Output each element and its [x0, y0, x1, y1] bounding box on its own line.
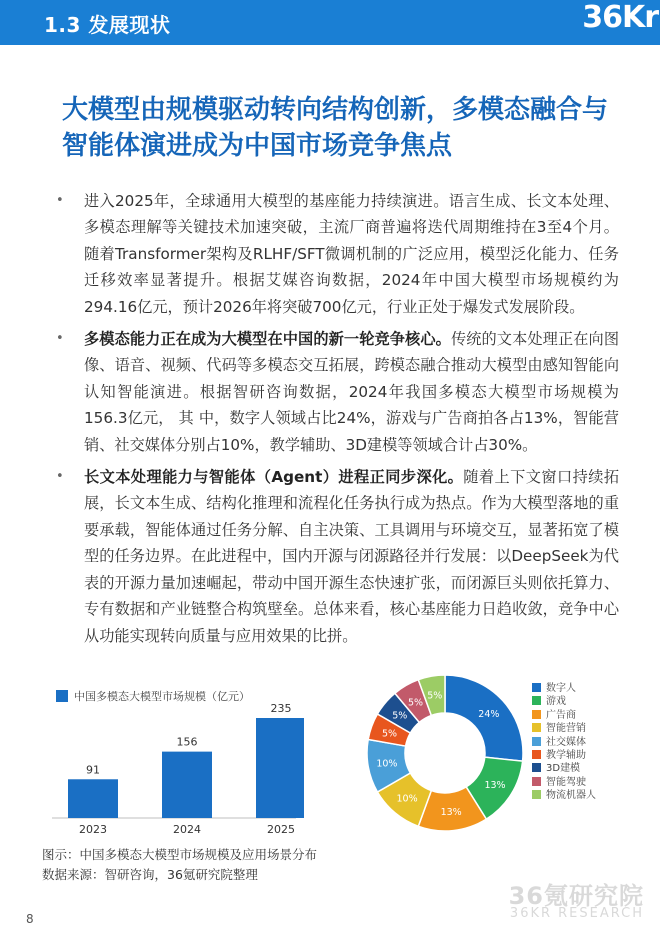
donut-slice-label: 13%	[440, 807, 462, 819]
donut-legend-label: 广告商	[546, 709, 576, 721]
donut-slice-label: 24%	[478, 709, 500, 721]
application-share-donut-chart	[360, 668, 530, 838]
donut-slice-label: 5%	[382, 728, 398, 740]
donut-legend-label: 社交媒体	[546, 736, 586, 748]
donut-legend-label: 智能营销	[546, 723, 586, 735]
x-tick-label: 2023	[79, 823, 107, 836]
caption-title: 图示：中国多模态大模型市场规模及应用场景分布	[42, 847, 318, 862]
bullet-lead: 多模态能力正在成为大模型在中国的新一轮竞争核心。	[84, 330, 451, 349]
donut-slice-label: 13%	[484, 779, 506, 791]
bullet-text: 传统的文本处理正在向图像、语音、视频、代码等多模态交互拓展，跨模态融合推动大模型由感知智能向认知智能演进。根据智研咨询数据，2024年我国多模态大模型市场规模为156.3亿元， 其 中，数字人领域占比24%，游戏与广告商拍各占13%，智能营销、社交媒体分别占10%，教学辅助、3D建模等领域合计占30%。	[84, 330, 620, 454]
donut-legend-item	[532, 776, 596, 789]
legend-swatch	[532, 750, 541, 759]
legend-swatch	[532, 710, 541, 719]
donut-slice-label: 10%	[376, 758, 398, 770]
donut-legend-label: 智能驾驶	[546, 776, 586, 788]
donut-legend-label: 数字人	[546, 683, 576, 694]
bar-value-label: 235	[270, 702, 292, 715]
bar-legend-label: 中国多模态大模型市场规模（亿元）	[74, 690, 250, 703]
market-size-bar-chart	[44, 700, 304, 840]
legend-swatch	[532, 723, 541, 732]
x-tick-label: 2025	[267, 823, 295, 836]
legend-swatch	[532, 790, 541, 799]
watermark-logo-en: 36KR RESEARCH	[509, 906, 644, 921]
donut-legend-label: 游戏	[546, 696, 566, 708]
bar-2024	[162, 752, 212, 818]
bar-value-label: 91	[86, 763, 100, 777]
bullet-text: 进入2025年，全球通用大模型的基座能力持续演进。语言生成、长文本处理、多模态理解等关键技术加速突破，主流厂商普遍将迭代周期维持在3至4个月。随着Transformer架构及RLHF/SFT微调机制的广泛应用，模型泛化能力、任务迁移效率显著提升。根据艾媒咨询数据，2024年中国大模型市场规模约为294.16亿元，预计2026年将突破700亿元，行业正处于爆发式发展阶段。	[84, 192, 619, 316]
bar-value-label: 156	[176, 735, 198, 749]
figure-caption	[42, 845, 317, 885]
legend-swatch	[532, 683, 541, 692]
bullet-text: 随着上下文窗口持续拓展，长文本生成、结构化推理和流程化任务执行成为热点。作为大模型落地的重要承载，智能体通过任务分解、自主决策、工具调用与环境交互，显著拓宽了模型的任务边界。在此进程中，国内开源与闭源路径并行发展：以DeepSeek为代表的开源力量加速崛起，带动中国开源生态快速扩张，而闭源巨头则依托算力、专有数据和产业链整合构筑壁垒。总体来看，核心基座能力日趋收敛，竞争中心从功能实现转向质量与应用效果的比拼。	[84, 468, 620, 645]
donut-legend-item	[532, 749, 596, 762]
page-number: 8	[26, 912, 34, 926]
bar-2023	[68, 779, 118, 818]
page-headline: 大模型由规模驱动转向结构创新，多模态融合与智能体演进成为中国市场竞争焦点	[62, 95, 609, 161]
section-title: 1.3 发展现状	[44, 13, 171, 37]
bullet-lead: 长文本处理能力与智能体（Agent）进程正同步深化。	[84, 468, 464, 487]
donut-legend-item	[532, 789, 596, 802]
legend-swatch	[532, 737, 541, 746]
donut-legend-item	[532, 736, 596, 749]
caption-source: 数据来源：智研咨询，36氪研究院整理	[42, 867, 258, 882]
donut-legend	[532, 682, 596, 803]
bullet-item	[54, 326, 619, 458]
bullet-dot-icon: •	[56, 469, 64, 485]
bullet-dot-icon: •	[56, 193, 64, 208]
donut-legend-item	[532, 709, 596, 722]
header-bar	[0, 0, 660, 45]
donut-slice-label: 5%	[392, 710, 408, 722]
donut-legend-item	[532, 695, 596, 708]
bullet-dot-icon: •	[56, 331, 64, 347]
bar-2025	[256, 718, 304, 818]
donut-legend-label: 3D建模	[546, 763, 581, 775]
bullet-item	[54, 188, 619, 320]
donut-legend-item	[532, 762, 596, 775]
donut-slice-label: 5%	[427, 690, 443, 702]
donut-slice-label: 5%	[407, 697, 424, 709]
legend-swatch	[532, 696, 541, 705]
bullet-item	[54, 464, 619, 649]
bullet-list	[54, 188, 619, 655]
watermark-logo-cn: 36氪研究院	[508, 882, 644, 910]
donut-slice-label: 10%	[396, 793, 418, 805]
brand-logo: 36Kr	[582, 0, 658, 35]
donut-legend-label: 教学辅助	[546, 749, 586, 761]
donut-legend-item	[532, 722, 596, 735]
x-tick-label: 2024	[173, 823, 201, 836]
donut-legend-item	[532, 682, 596, 695]
legend-swatch	[532, 777, 541, 786]
legend-swatch	[532, 763, 541, 772]
donut-legend-label: 物流机器人	[546, 790, 596, 802]
